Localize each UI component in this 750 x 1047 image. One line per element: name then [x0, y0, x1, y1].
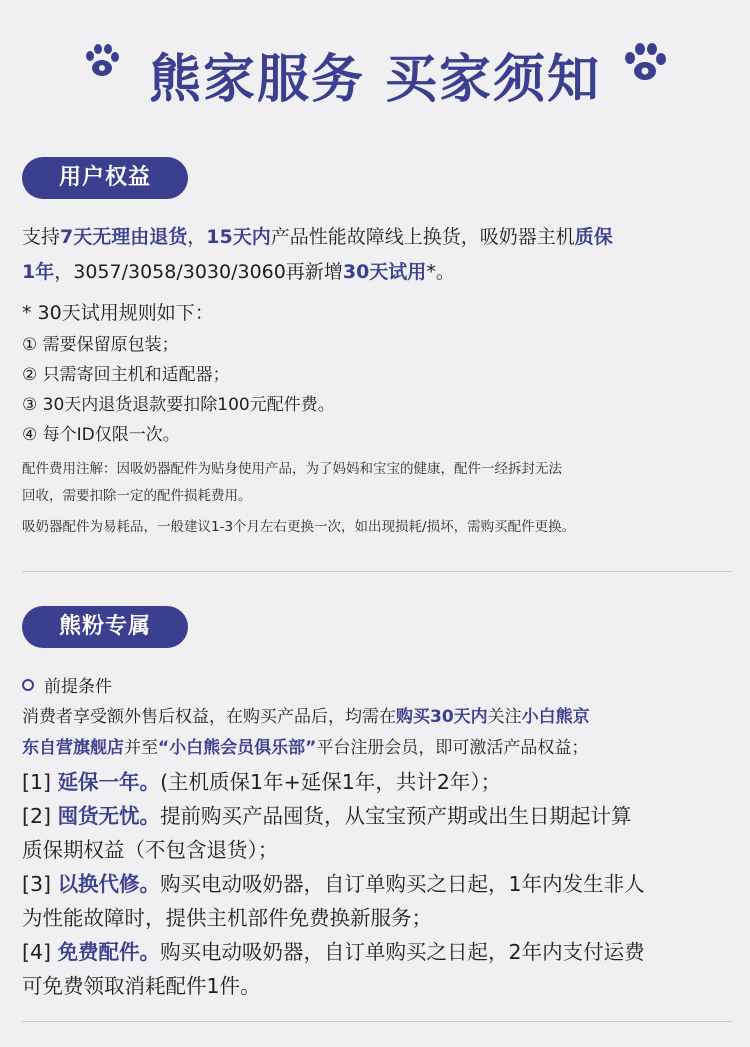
section-pill-user-rights: 用户权益: [22, 157, 188, 199]
section-divider: [22, 571, 732, 572]
benefit-item-cont: 质保期权益（不包含退货）；: [22, 838, 279, 862]
section-pill-fan-exclusive: 熊粉专属: [22, 606, 188, 648]
trial-rule-item: ① 需要保留原包装；: [22, 335, 179, 355]
section-divider: [22, 1021, 732, 1022]
benefit-item: [4] 免费配件。购买电动吸奶器，自订单购买之日起，2年内支付运费: [22, 940, 645, 964]
page-title: 熊家服务 买家须知: [148, 50, 602, 110]
circle-bullet-icon: [22, 679, 34, 691]
fan-benefits-list: [22, 765, 736, 1003]
accessory-notes: [22, 456, 736, 541]
benefit-item: [2] 囤货无忧。提前购买产品囤货，从宝宝预产期或出生日期起计算: [22, 804, 632, 828]
benefit-item-cont: 为性能故障时，提供主机部件免费换新服务；: [22, 906, 432, 930]
user-rights-content: [22, 220, 736, 290]
prerequisite-block: [22, 672, 736, 764]
prerequisite-title: 前提条件: [22, 672, 736, 702]
accessory-note-line: 配件费用注解：因吸奶器配件为贴身使用产品，为了妈妈和宝宝的健康，配件一经拆封无法: [22, 461, 562, 477]
accessory-note-line: 回收，需要扣除一定的配件损耗费用。: [22, 488, 252, 504]
rights-line-1: 支持7天无理由退货，15天内产品性能故障线上换货，吸奶器主机质保: [22, 226, 613, 248]
prerequisite-line: 东自营旗舰店并至“小白熊会员俱乐部”平台注册会员，即可激活产品权益；: [22, 738, 589, 758]
trial-rules-title: * 30天试用规则如下：: [22, 302, 214, 324]
trial-rule-item: ② 只需寄回主机和适配器；: [22, 365, 230, 385]
prerequisite-line: 消费者享受额外售后权益，在购买产品后，均需在购买30天内关注小白熊京: [22, 707, 590, 727]
trial-rules: [22, 296, 736, 450]
accessory-note-line: 吸奶器配件为易耗品，一般建议1-3个月左右更换一次，如出现损耗/损坏，需购买配件更换。: [22, 519, 576, 535]
trial-rule-item: ④ 每个ID仅限一次。: [22, 425, 180, 445]
benefit-item: [3] 以换代修。购买电动吸奶器，自订单购买之日起，1年内发生非人: [22, 872, 645, 896]
paw-print-icon: [622, 42, 668, 90]
benefit-item-cont: 可免费领取消耗配件1件。: [22, 974, 261, 998]
rights-line-2: 1年，3057/3058/3030/3060再新增30天试用*。: [22, 261, 455, 283]
benefit-item: [1] 延保一年。(主机质保1年+延保1年，共计2年）；: [22, 770, 502, 794]
trial-rule-item: ③ 30天内退货退款要扣除100元配件费。: [22, 395, 335, 415]
